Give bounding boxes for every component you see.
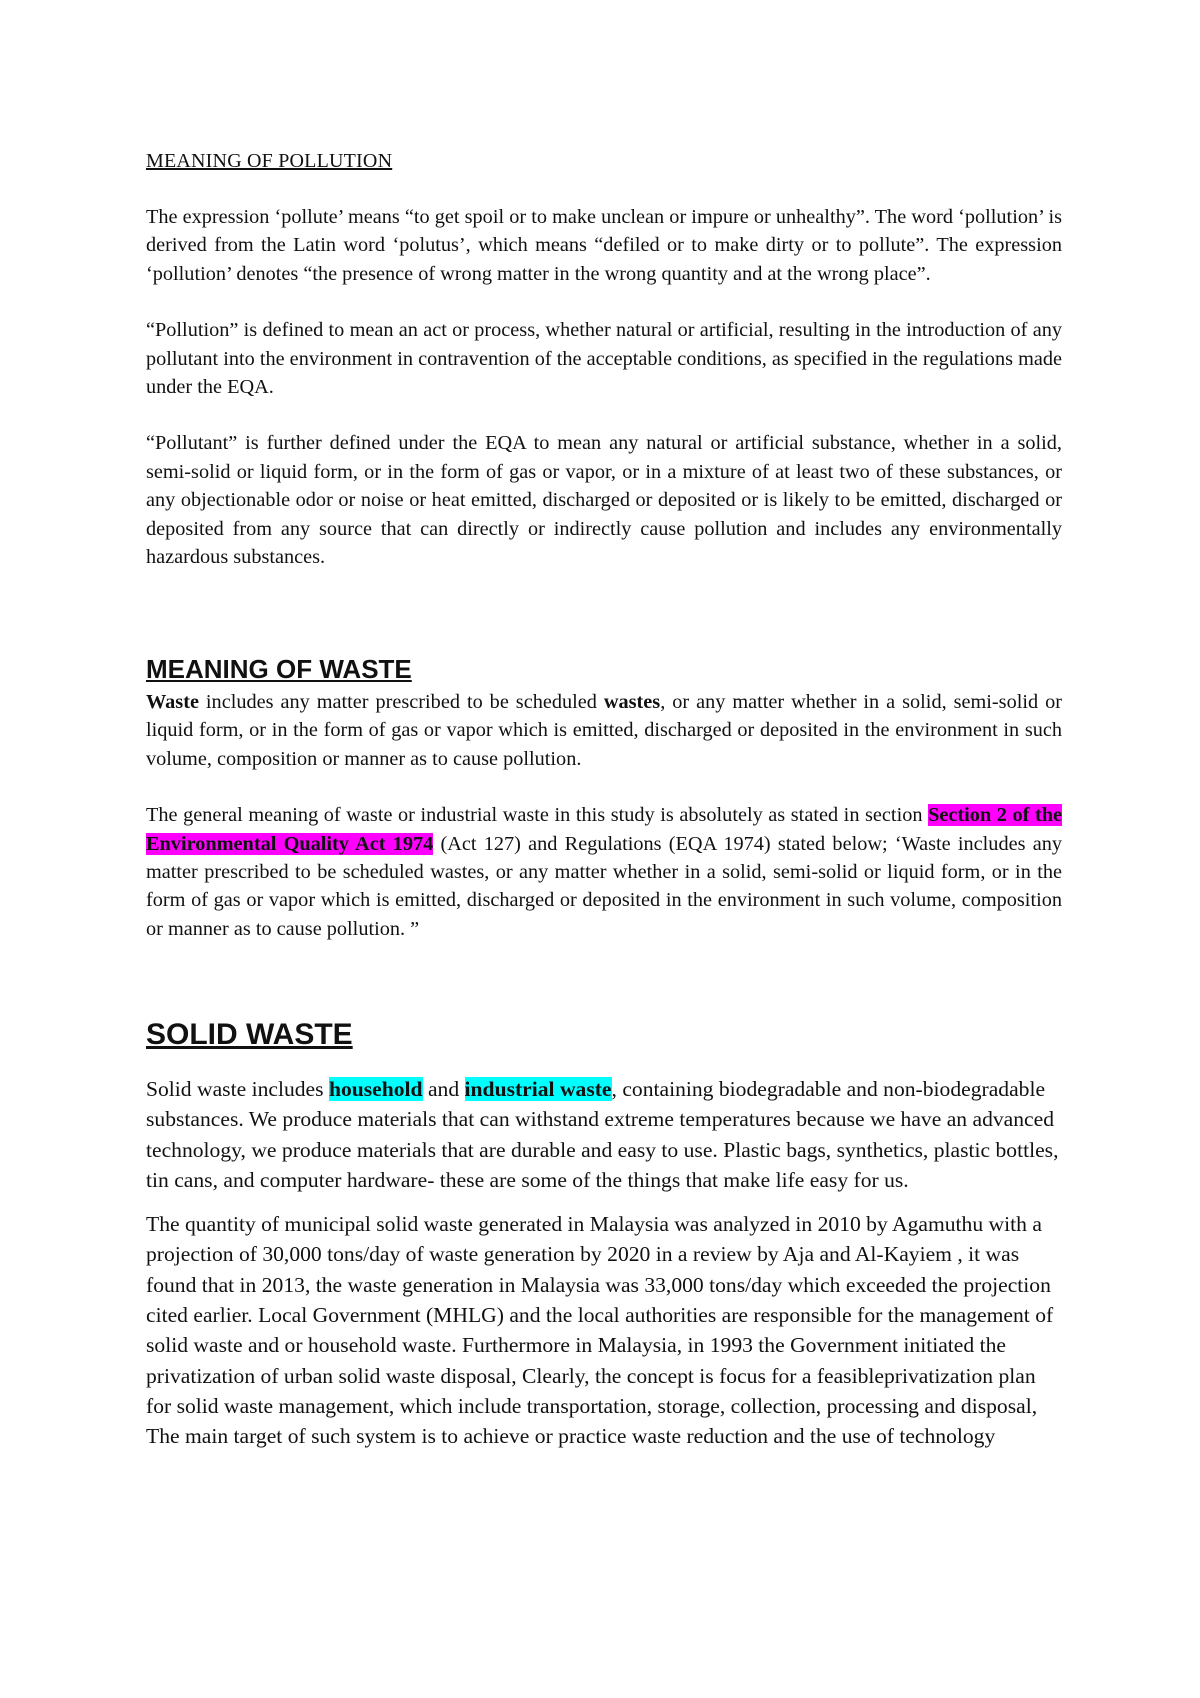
pollution-paragraph-3: “Pollutant” is further defined under the EQA to mean any natural or artificial substance, whether in a solid, semi-solid or liquid form, or in the form of gas or vapor, or in a mixture of at least two of these substances, or any objectionable odor or noise or heat emitted, discharged or deposited or is likely to be emitted, discharged or deposited from any source that can directly or indirectly cause pollution and includes any environmentally hazardous substances. xyxy=(146,432,1062,569)
solid-waste-section xyxy=(146,1074,1062,1466)
heading-meaning-of-waste: MEANING OF WASTE xyxy=(146,654,412,684)
wastes-term-bold: wastes xyxy=(603,691,661,713)
eqa-highlight: Section 2 of the Environmental Quality Act 1974 xyxy=(146,804,1062,855)
waste-section xyxy=(146,688,1062,971)
waste-paragraph-1 xyxy=(146,688,1062,773)
waste-p1-text-a: includes any matter prescribed to be scheduled xyxy=(198,691,604,713)
solid-p1-text-c: , containing biodegradable and non-biodegradable substances. We produce materials that can withstand extreme temperatures because we have an advanced technology, we produce materials that are durable and easy to use. Plastic bags, synthetics, plastic bottles, tin cans, and computer hardware- these are some of the things that make life easy for us. xyxy=(146,1077,1059,1192)
pollution-paragraph-2: “Pollution” is defined to mean an act or process, whether natural or artificial, resulting in the introduction of any pollutant into the environment in contravention of the acceptable conditions, as specified in the regulations made under the EQA. xyxy=(146,319,1062,399)
waste-paragraph-2 xyxy=(146,801,1062,943)
waste-p1-text-b: , or any matter whether in a solid, semi-solid or liquid form, or in the form of gas or vapor which is emitted, discharged or deposited in the environment in such volume, composition or manner as to cause pollution. xyxy=(146,691,1062,770)
waste-p2-text-a: The general meaning of waste or industrial waste in this study is absolutely as stated in section xyxy=(146,804,929,827)
pollution-section xyxy=(146,203,1062,599)
pollution-paragraph-1: The expression ‘pollute’ means “to get spoil or to make unclean or impure or unhealthy”. The word ‘pollution’ is derived from the Latin word ‘polutus’, which means “defiled or to make dirty or to pollute”. The expression ‘pollution’ denotes “the presence of wrong matter in the wrong quantity and at the wrong place”. xyxy=(146,206,1062,285)
solid-waste-paragraph-1 xyxy=(146,1074,1062,1195)
solid-p1-text-a: Solid waste includes xyxy=(146,1077,329,1101)
waste-p2-text-b: (Act 127) and Regulations (EQA 1974) stated below; ‘Waste includes any matter prescribed to be scheduled wastes, or any matter whether in a solid, semi-solid or liquid form, or in the form of gas or vapor which is emitted, discharged or deposited in the environment in such volume, composition or manner as to cause pollution. ” xyxy=(146,832,1062,940)
heading-meaning-of-pollution: MEANING OF POLLUTION xyxy=(146,150,393,172)
industrial-waste-highlight: industrial waste xyxy=(464,1077,612,1101)
heading-solid-waste: SOLID WASTE xyxy=(146,1018,353,1051)
solid-waste-paragraph-2: The quantity of municipal solid waste generated in Malaysia was analyzed in 2010 by Agamuthu with a projection of 30,000 tons/day of waste generation by 2020 in a review by Aja and Al-Kayiem , it was found that in 2013, the waste generation in Malaysia was 33,000 tons/day which exceeded the projection cited earlier. Local Government (MHLG) and the local authorities are responsible for the management of solid waste and or household waste. Furthermore in Malaysia, in 1993 the Government initiated the privatization of urban solid waste disposal, Clearly, the concept is focus for a feasibleprivatization plan for solid waste management, which include transportation, storage, collection, processing and disposal, The main target of such system is to achieve or practice waste reduction and the use of technology xyxy=(146,1212,1054,1449)
household-highlight: household xyxy=(328,1077,423,1101)
solid-p1-text-b: and xyxy=(422,1077,465,1101)
waste-term-bold: Waste xyxy=(146,691,199,713)
